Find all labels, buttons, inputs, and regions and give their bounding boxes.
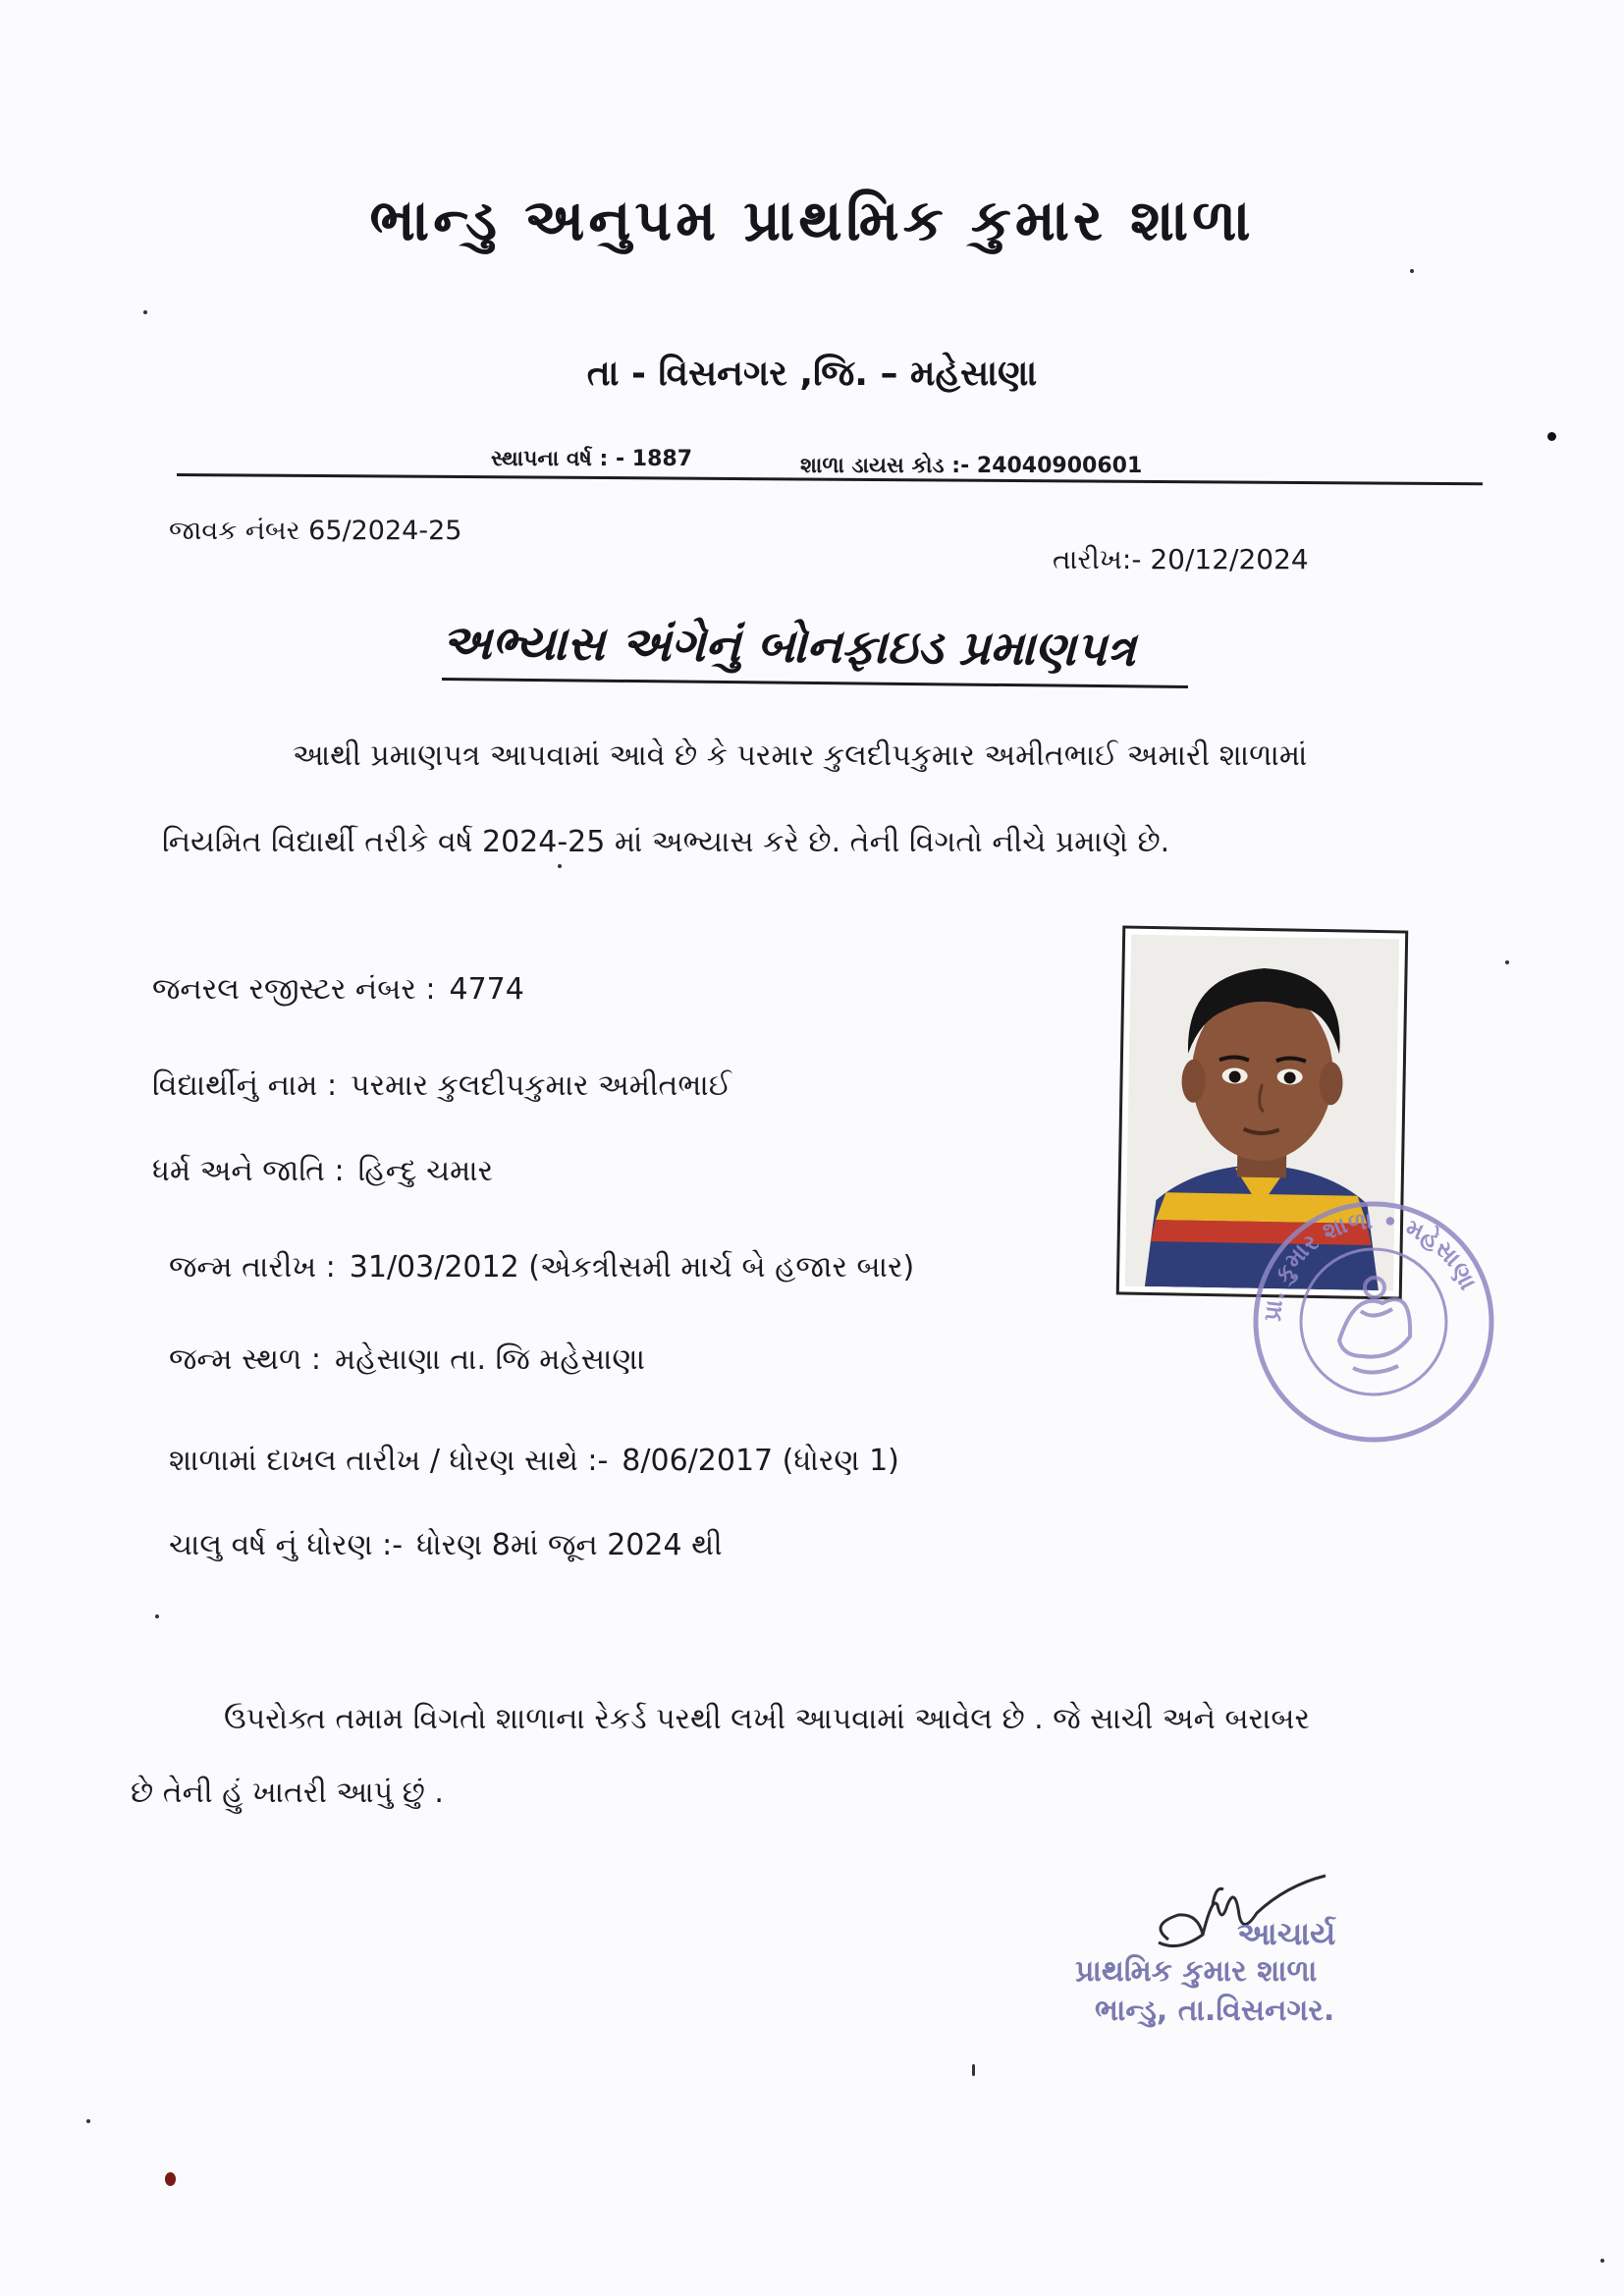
school-address: તા - વિસનગર ,જિ. – મહેસાણા <box>586 354 1038 394</box>
school-seal <box>1245 1193 1502 1450</box>
school-name: ભાન્ડુ અનુપમ પ્રાથમિક કુમાર શાળા <box>369 187 1255 253</box>
detail-value: મહેસાણા તા. જિ મહેસાણા <box>335 1342 645 1377</box>
scan-speck <box>165 2172 176 2186</box>
detail-value: 8/06/2017 (ધોરણ 1) <box>622 1444 899 1478</box>
scan-speck <box>1410 269 1414 273</box>
detail-value: 31/03/2012 (એકત્રીસમી માર્ચ બે હજાર બાર) <box>349 1250 915 1285</box>
detail-admission <box>169 1444 899 1478</box>
detail-birth-place <box>169 1342 645 1377</box>
scan-speck <box>558 864 562 868</box>
established-year: સ્થાપના વર્ષ : - 1887 <box>491 447 693 471</box>
detail-value: હિન્દુ ચમાર <box>357 1154 494 1188</box>
detail-label: ધર્મ અને જાતિ : <box>152 1154 345 1188</box>
detail-value: ધોરણ 8માં જૂન 2024 થી <box>416 1528 723 1562</box>
scan-speck <box>1600 2259 1604 2263</box>
scan-speck <box>972 2064 975 2076</box>
detail-register-number <box>152 972 524 1007</box>
detail-value: પરમાર કુલદીપકુમાર અમીતભાઈ <box>351 1068 731 1103</box>
detail-birth-date <box>169 1250 914 1285</box>
principal-title: આચાર્ય <box>1237 1915 1336 1952</box>
scan-speck <box>155 1614 159 1618</box>
svg-text:પ્રા. કુમાર શાળા • મહેસાણા <box>1258 1206 1482 1323</box>
certificate-title: અભ્યાસ અંગેનું બોનફાઇડ પ્રમાણપત્ર <box>441 615 1136 678</box>
detail-label: જનરલ રજીસ્ટર નંબર : <box>152 972 436 1007</box>
title-underline <box>442 678 1188 688</box>
detail-student-name <box>152 1068 731 1103</box>
scan-speck <box>1505 960 1509 964</box>
detail-current-standard <box>169 1528 723 1562</box>
seal-text: પ્રા. કુમાર શાળા • મહેસાણા <box>1258 1206 1483 1323</box>
detail-label: શાળામાં દાખલ તારીખ / ધોરણ સાથે :- <box>169 1444 609 1478</box>
detail-label: જન્મ સ્થળ : <box>169 1342 322 1377</box>
dise-code: શાળા ડાયસ કોડ :- 24040900601 <box>800 454 1143 478</box>
scan-speck <box>143 310 147 314</box>
principal-stamp-line-1: પ્રાથમિક કુમાર શાળા <box>1075 1954 1318 1989</box>
detail-label: જન્મ તારીખ : <box>169 1250 336 1285</box>
detail-label: વિદ્યાર્થીનું નામ : <box>152 1068 338 1103</box>
scan-speck <box>1547 432 1556 441</box>
closing-line-1: ઉપરોક્ત તમામ વિગતો શાળાના રેકર્ડ પરથી લખી આપવામાં આવેલ છે . જે સાચી અને બરાબર <box>224 1702 1311 1736</box>
intro-line-1: આથી પ્રમાણપત્ર આપવામાં આવે છે કે પરમાર કુલદીપકુમાર અમીતભાઈ અમારી શાળામાં <box>293 738 1308 773</box>
principal-stamp-line-2: ભાન્ડુ, તા.વિસનગર. <box>1095 1994 1335 2028</box>
certificate-date: તારીખ:- 20/12/2024 <box>1053 543 1309 575</box>
scan-speck <box>86 2119 90 2123</box>
seal-icon <box>1245 1193 1502 1450</box>
detail-label: ચાલુ વર્ષ નું ધોરણ :- <box>169 1528 404 1562</box>
closing-line-2: છે તેની હું ખાતરી આપું છું . <box>131 1776 444 1810</box>
outward-number: જાવક નંબર 65/2024-25 <box>169 516 462 546</box>
detail-value: 4774 <box>449 972 524 1007</box>
detail-religion-caste <box>152 1154 493 1188</box>
intro-line-2: નિયમિત વિદ્યાર્થી તરીકે વર્ષ 2024-25 માં અભ્યાસ કરે છે. તેની વિગતો નીચે પ્રમાણે છે. <box>162 825 1170 859</box>
